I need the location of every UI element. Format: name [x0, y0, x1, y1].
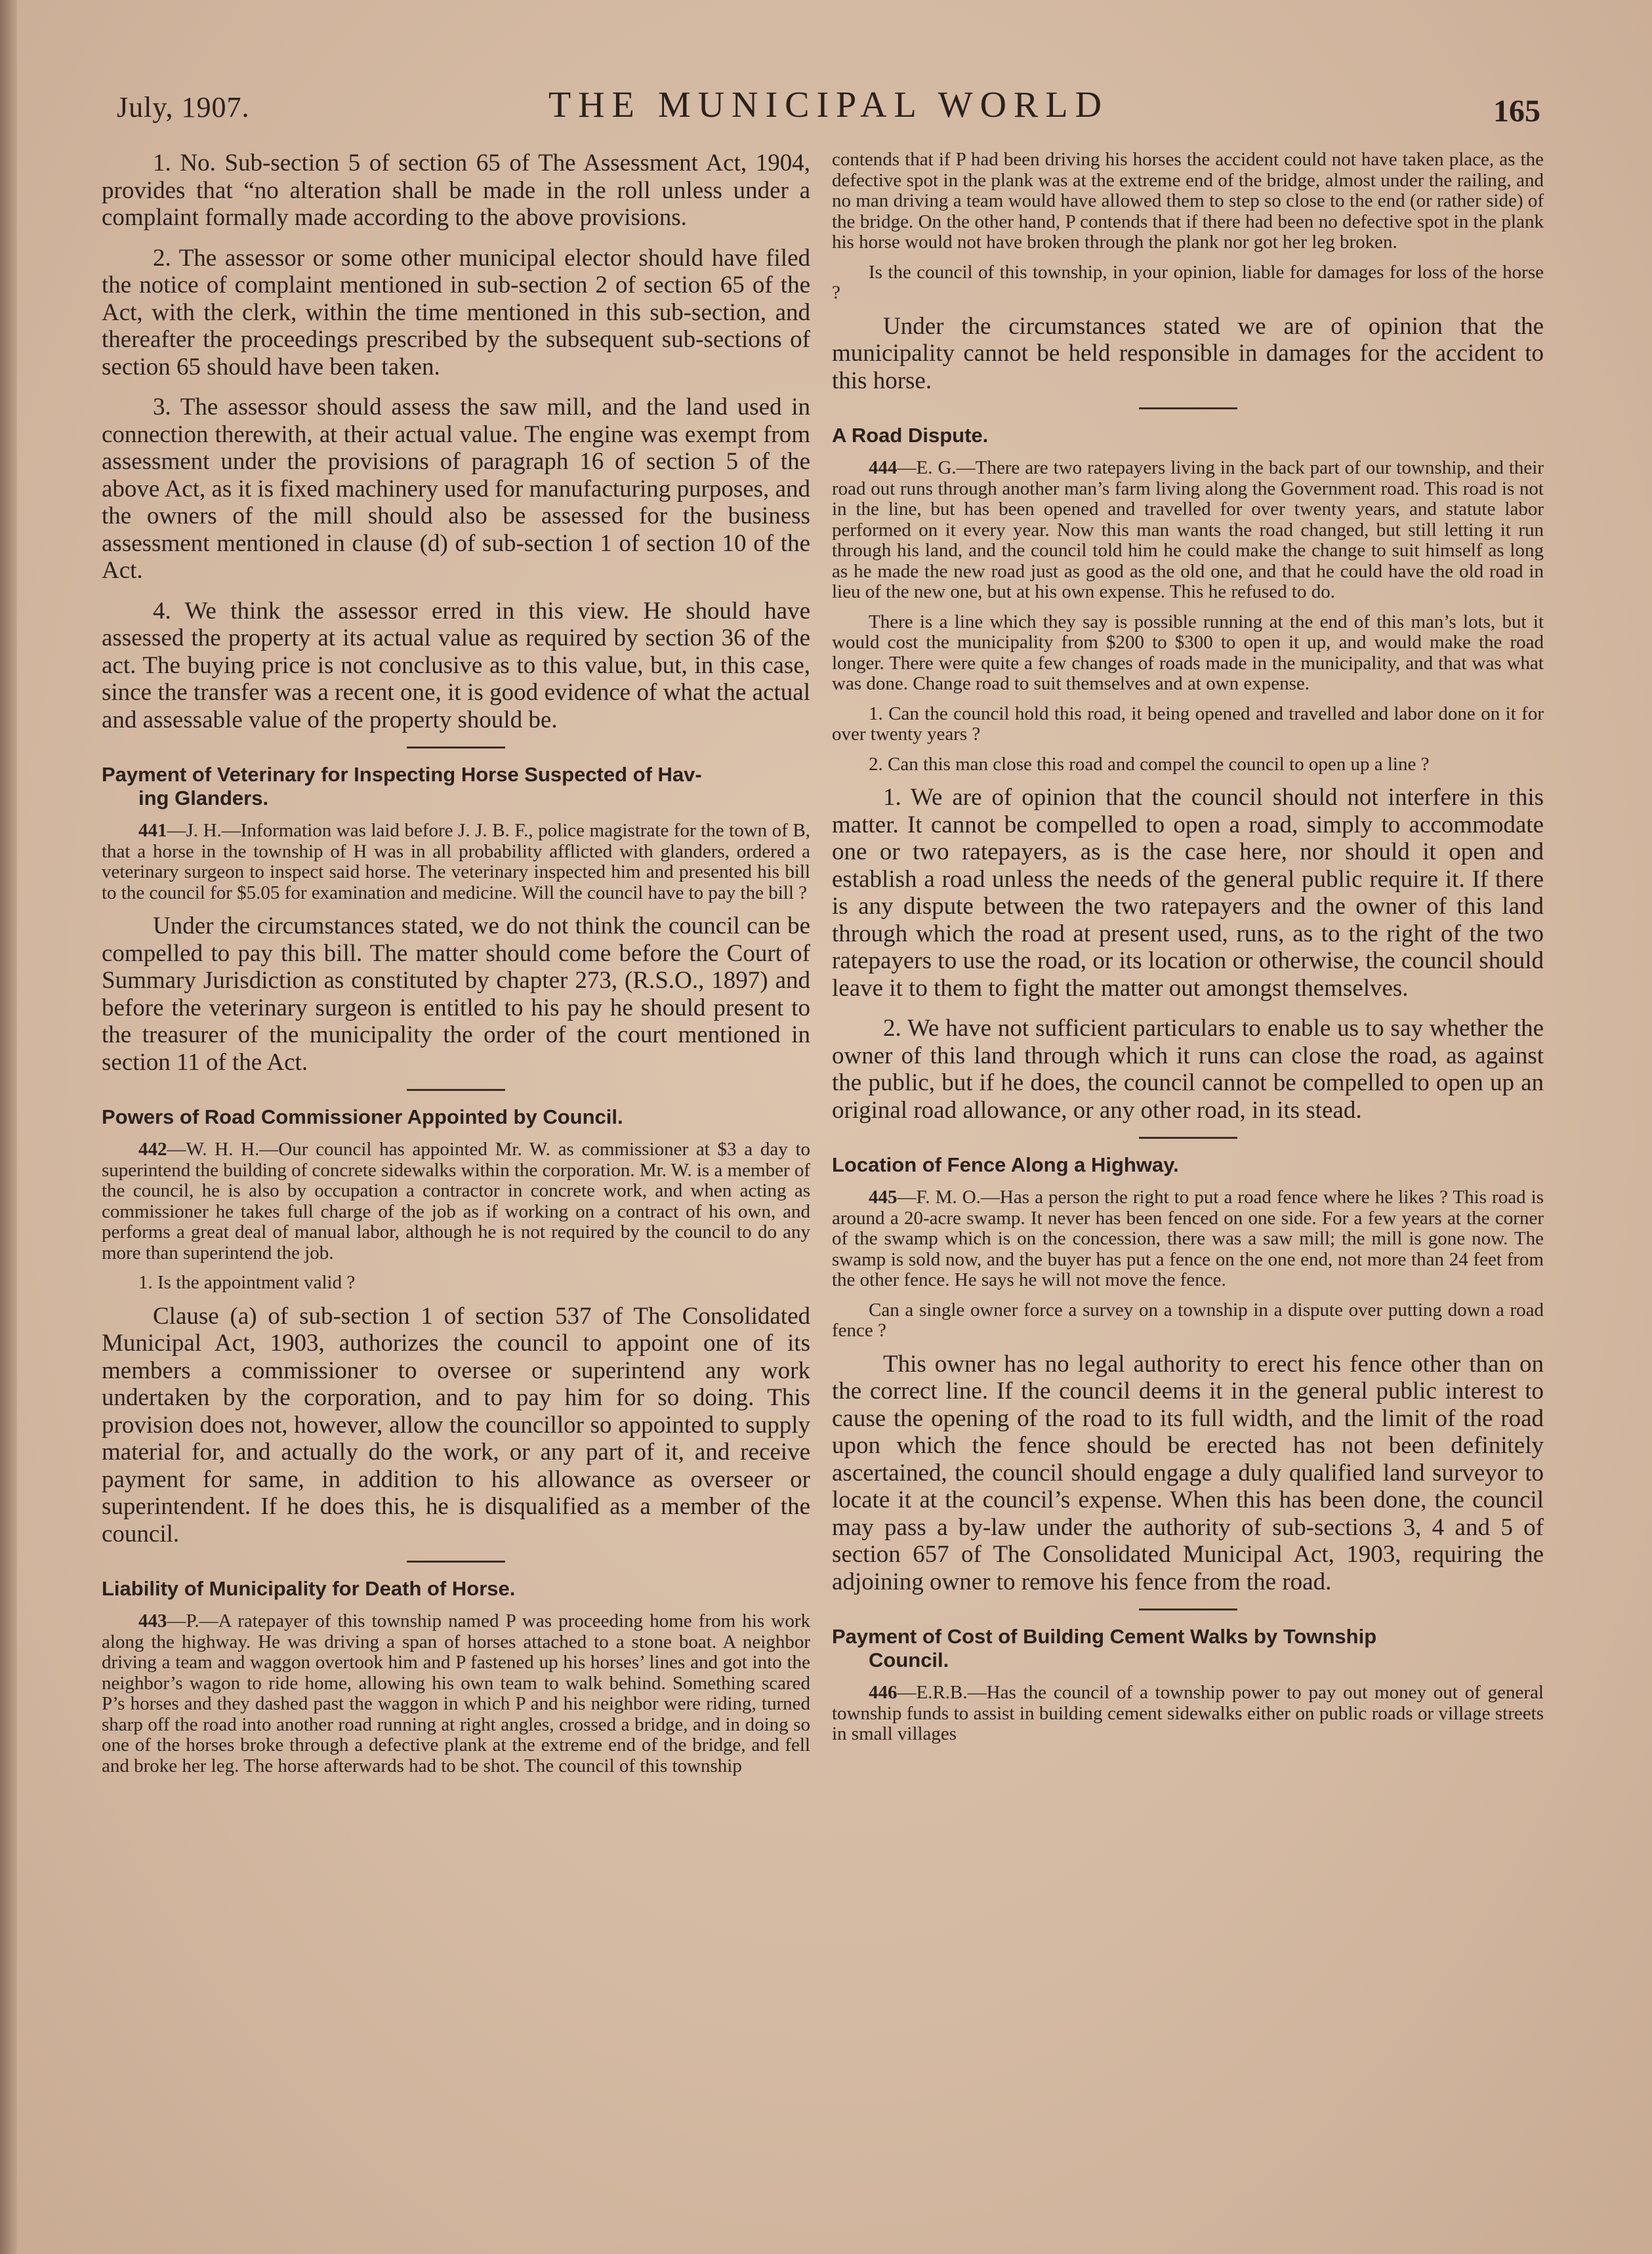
question-number: 443	[138, 1610, 167, 1631]
answer-paragraph: 3. The assessor should assess the saw mill, and the land used in connection therewith, at their actual value. The engine was exempt from assessment under the provisions of paragraph 16 of section 5 of the above Act, as it is fixed machinery used for manufacturing purposes, and the owners of the mill should also be assessed for the business assessment mentioned in clause (d) of sub-section 1 of section 10 of the Act.	[102, 394, 810, 584]
answer-paragraph: 4. We think the assessor erred in this view. He should have assessed the property at its actual value as required by section 36 of the act. The buying price is not conclusive as to this value, but, in this case, since the transfer was a recent one, it is good evidence of what the actual and assessable value of the property should be.	[102, 597, 810, 733]
section-divider	[407, 747, 505, 748]
section-divider	[1139, 1137, 1237, 1139]
section-divider	[1139, 407, 1237, 409]
right-column	[832, 150, 1544, 1754]
heading-line: Payment of Veterinary for Inspecting Horse Suspected of Hav-	[102, 763, 702, 786]
answer-paragraph: 2. The assessor or some other municipal elector should have filed the notice of complaint mentioned in sub-section 2 of section 65 of the Act, with the clerk, within the time mentioned in this sub-section, and thereafter the proceedings prescribed by the subsequent sub-sections of section 65 should have been taken.	[102, 244, 810, 380]
header-date: July, 1907.	[117, 91, 250, 123]
section-heading	[102, 763, 810, 810]
answer-paragraph: Clause (a) of sub-section 1 of section 537 of The Consolidated Municipal Act, 1903, authorizes the council to appoint one of its members a commissioner to oversee or superintend any work undertaken by the corporation, and to pay him for so doing. This provision does not, however, allow the councillor so appointed to supply material for, and actually do the work, or any part of it, and receive payment for same, in addition to his allowance as overseer or superintendent. If he does this, he is disqualified as a member of the council.	[102, 1302, 810, 1547]
answer-paragraph: Under the circumstances stated, we do not think the council can be compelled to pay this bill. The matter should come before the Court of Summary Jurisdiction as constituted by chapter 273, (R.S.O., 1897) and before the veterinary surgeon is entitled to his pay he should present to the treasurer of the municipality the order of the court mentioned in section 11 of the Act.	[102, 912, 810, 1076]
question-paragraph	[832, 1187, 1544, 1291]
question-paragraph	[832, 458, 1544, 603]
answer-paragraph: Under the circumstances stated we are of opinion that the municipality cannot be held responsible in damages for the accident to this horse.	[832, 312, 1544, 394]
binding-edge	[0, 0, 17, 2254]
section-divider	[1139, 1609, 1237, 1610]
question-paragraph	[102, 1139, 810, 1263]
question-paragraph	[102, 1611, 810, 1776]
section-heading: A Road Dispute.	[832, 424, 989, 447]
question-text: —F. M. O.—Has a person the right to put a road fence where he likes ? This road is around a 20-acre swamp. It never has been fenced on one side. For a few years at the corner of the swamp which is on the concession, there was a saw mill; the mill is gone now. The swamp is sold now, and the buyer has put a fence on the one end, not more than 24 feet from the other fence. He says he will not move the fence.	[832, 1187, 1544, 1290]
question-text: —P.—A ratepayer of this township named P was proceeding home from his work along the highway. He was driving a span of horses attached to a stone boat. A neighbor driving a team and waggon overtook him and P fastened up his horses’ lines and got into the neighbor’s wagon to ride home, allowing his own team to walk behind. Something scared P’s horses and they dashed past the waggon in which P and his neighbor were riding, turned sharp off the road into another road running at right angles, crossed a bridge, and in doing so one of the horses broke through a defective plank at the extreme end of the bridge, and fell and broke her leg. The horse afterwards had to be shot. The council of this township	[102, 1610, 810, 1776]
question-text: —E.R.B.—Has the council of a township power to pay out money out of general township funds to assist in building cement sidewalks either on public roads or village streets in small villages	[832, 1682, 1544, 1744]
question-item: Is the council of this township, in your opinion, liable for damages for loss of the horse ?	[832, 261, 1544, 303]
question-text: —W. H. H.—Our council has appointed Mr. W. as commissioner at $3 a day to superintend the building of concrete sidewalks within the corporation. Mr. W. is a member of the council, he is also by occupation a contractor in concrete work, and when acting as commissioner he takes full charge of the job as if working on a contract of his own, and performs a great deal of manual labor, although he is not required by the council to do any more than superintend the job.	[102, 1139, 811, 1263]
header-title: THE MUNICIPAL WORLD	[548, 85, 1109, 125]
question-item: 1. Is the appointment valid ?	[138, 1272, 356, 1293]
answer-paragraph: 1. No. Sub-section 5 of section 65 of The Assessment Act, 1904, provides that “no alteration shall be made in the roll unless under a complaint formally made according to the above provisions.	[102, 150, 810, 231]
question-item: 2. Can this man close this road and compel the council to open up a line ?	[869, 753, 1430, 775]
left-column	[102, 150, 810, 1786]
heading-line: ing Glanders.	[138, 787, 269, 809]
question-number: 445	[869, 1187, 898, 1208]
question-number: 444	[869, 457, 898, 478]
section-heading: Powers of Road Commissioner Appointed by Council.	[102, 1105, 623, 1128]
question-item: 1. Can the council hold this road, it being opened and travelled and labor done on it for over twenty years ?	[832, 703, 1544, 745]
section-heading: Liability of Municipality for Death of Horse.	[102, 1577, 516, 1600]
question-number: 441	[138, 820, 167, 841]
heading-line: Payment of Cost of Building Cement Walks by Township	[832, 1625, 1377, 1648]
page-header	[117, 84, 1540, 136]
question-paragraph	[102, 821, 810, 903]
question-paragraph: There is a line which they say is possible running at the end of this man’s lots, but it would cost the municipality from $200 to $300 to open it up, and would make the road longer. There were quite a few changes of roads made in the municipality, and that was what was done. Change road to suit themselves and at own expense.	[832, 611, 1544, 694]
question-number: 442	[138, 1139, 167, 1160]
section-heading: Location of Fence Along a Highway.	[832, 1153, 1179, 1176]
question-number: 446	[869, 1682, 898, 1703]
question-text: —E. G.—There are two ratepayers living in the back part of our township, and their road out runs through another man’s farm living along the Government road. This road is not in the line, but has been opened and travelled for over twenty years, and statute labor performed on it every year. Now this man wants the road changed, but still letting it run through his land, and the council told him he could make the change to suit himself as long as he made the new road just as good as the old one, and that he could have the old road in lieu of the new one, but at his own expense. This he refused to do.	[832, 457, 1544, 602]
answer-paragraph: This owner has no legal authority to erect his fence other than on the correct line. If the council deems it in the general public interest to cause the opening of the road to its full width, and the limit of the road upon which the fence should be erected has not been definitely ascertained, the council should engage a duly qualified land surveyor to locate it at the council’s expense. When this has been done, the council may pass a by-law under the authority of sub-sections 3, 4 and 5 of section 657 of The Consolidated Municipal Act, 1903, requiring the adjoining owner to remove his fence from the road.	[832, 1350, 1544, 1595]
page-number: 165	[1493, 94, 1540, 129]
section-divider	[407, 1561, 505, 1563]
heading-line: Council.	[869, 1649, 949, 1671]
answer-paragraph: 2. We have not sufficient particulars to enable us to say whether the owner of this land through which it runs can close the road, as against the public, but if he does, the council cannot be compelled to open up an original road allowance, or any other road, in its stead.	[832, 1015, 1544, 1124]
answer-paragraph: 1. We are of opinion that the council should not interfere in this matter. It cannot be compelled to open a road, simply to accommodate one or two ratepayers, as is the case here, nor should it open and establish a road unless the needs of the general public require it. If there is any dispute between the two ratepayers and the owner of this land through which the road at present used, runs, as to the right of the two ratepayers to use the road, or its location or otherwise, the council should leave it to them to fight the matter out amongst themselves.	[832, 784, 1544, 1002]
section-heading	[832, 1625, 1544, 1672]
question-continued: contends that if P had been driving his horses the accident could not have taken place, as the defective spot in the plank was at the extreme end of the bridge, almost under the railing, and no man driving a team would have allowed them to step so close to the end (or rather side) of the bridge. On the other hand, P contends that if there had been no defective spot in the plank his horse would not have broken through the plank nor got her leg broken.	[832, 149, 1544, 253]
question-text: —J. H.—Information was laid before J. J. B. F., police magistrate for the town of B, that a horse in the township of H was in all probability afflicted with glanders, ordered a veterinary surgeon to inspect said horse. The veterinary inspected him and presented his bill to the council for $5.05 for examination and medicine. Will the council have to pay the bill ?	[102, 820, 810, 903]
section-divider	[407, 1089, 505, 1091]
question-paragraph	[832, 1683, 1544, 1745]
question-item: Can a single owner force a survey on a township in a dispute over putting down a road fence ?	[832, 1299, 1544, 1341]
